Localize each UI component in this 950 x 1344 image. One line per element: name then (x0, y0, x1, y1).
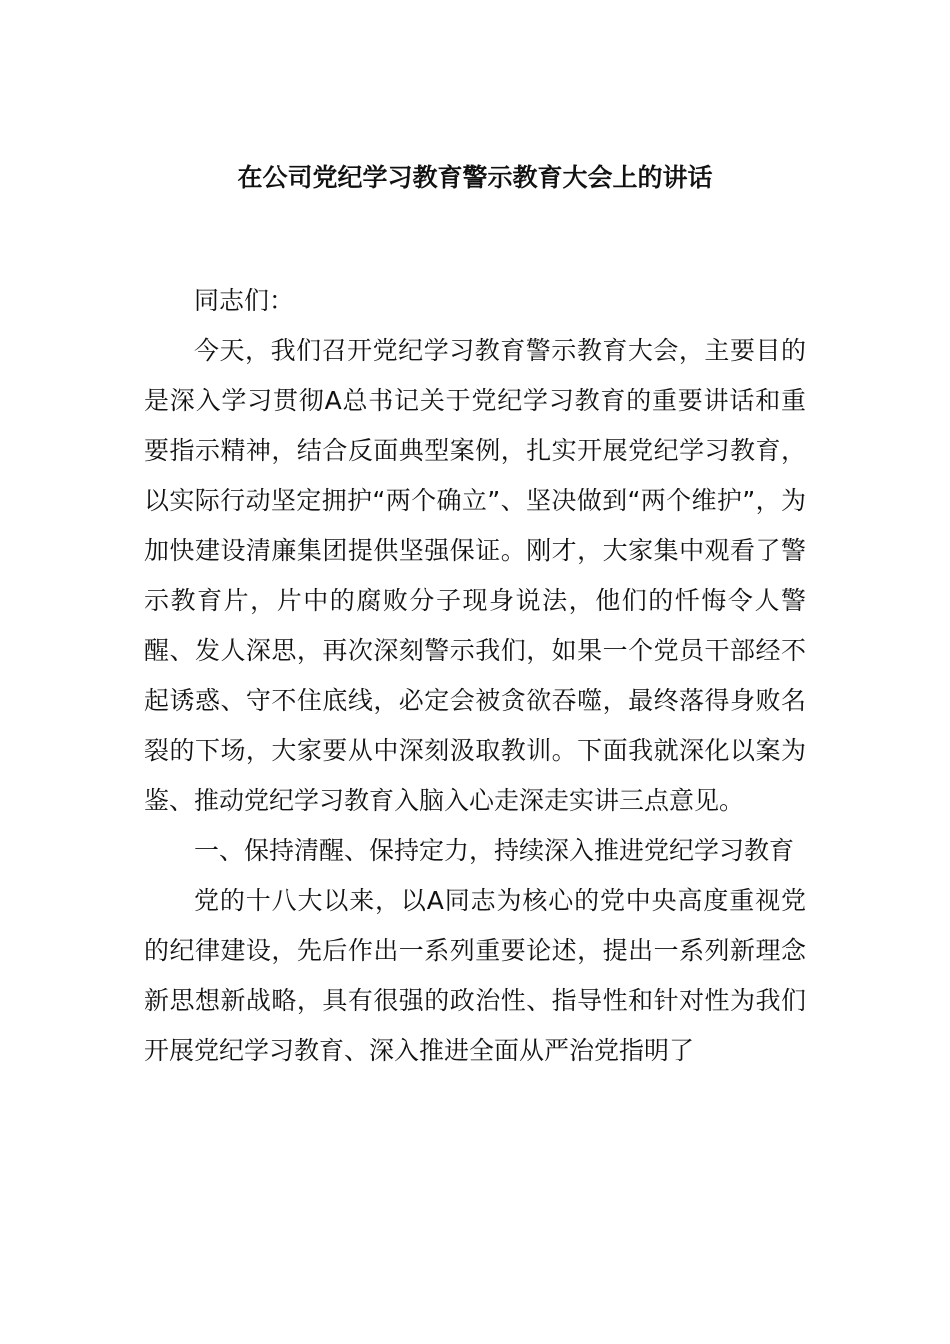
paragraph-intro: 今天，我们召开党纪学习教育警示教育大会，主要目的是深入学习贯彻A总书记关于党纪学习教育的重要讲话和重要指示精神，结合反面典型案例，扎实开展党纪学习教育，以实际行动坚定拥护“两个确立”、坚决做到“两个维护”，为加快建设清廉集团提供坚强保证。刚才，大家集中观看了警示教育片，片中的腐败分子现身说法，他们的忏悔令人警醒、发人深思，再次深刻警示我们，如果一个党员干部经不起诱惑、守不住底线，必定会被贪欲吞噬，最终落得身败名裂的下场，大家要从中深刻汲取教训。下面我就深化以案为鉴、推动党纪学习教育入脑入心走深走实讲三点意见。 (144, 336, 806, 815)
document-body (144, 276, 806, 1076)
salutation: 同志们： (194, 286, 295, 315)
document-title: 在公司党纪学习教育警示教育大会上的讲话 (237, 163, 713, 192)
section-heading-one: 一、保持清醒、保持定力，持续深入推进党纪学习教育 (194, 836, 795, 865)
paragraph-section-one: 党的十八大以来，以A同志为核心的党中央高度重视党的纪律建设，先后作出一系列重要论述，提出一系列新理念新思想新战略，具有很强的政治性、指导性和针对性为我们开展党纪学习教育、深入推进全面从严治党指明了 (144, 886, 806, 1065)
